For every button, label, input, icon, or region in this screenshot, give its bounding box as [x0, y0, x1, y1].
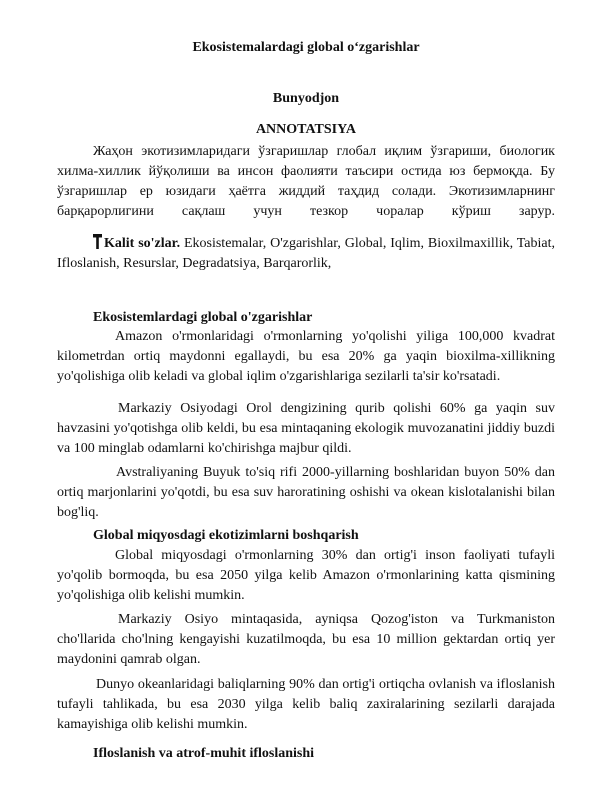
- paragraph: Dunyo okeanlaridagi baliqlarning 90% dan ortig'i ortiqcha ovlanish va ifloslanish tufayli tahlikada, bu esa 2030 yilga kelib baliq zaxiralarining sezilarli darajada kamayishiga olib kelishi mumkin.: [57, 677, 555, 732]
- document-title: Ekosistemalardagi global oʻzgarishlar: [192, 40, 420, 55]
- paragraph: Markaziy Osiyo mintaqasida, ayniqsa Qozog'iston va Turkmaniston cho'llarida cho'lning kengayishi kuzatilmoqda, bu esa 10 million gektardan ortiq yer maydonini qamrab olgan.: [57, 612, 555, 667]
- section-heading: Ifloslanish va atrof-muhit ifloslanishi: [93, 746, 315, 761]
- annotation-heading-text: ANNOTATSIYA: [255, 122, 357, 137]
- paragraph: Amazon o'rmonlaridagi o'rmonlarning yo'qolishi yiliga 100,000 kvadrat kilometrdan ortiq maydonni egallaydi, bu esa 20% ga yaqin bioxilma-xillikning yo'qolishiga olib keladi va global iqlim o'zgarishlariga sezilarli ta'sir ko'rsatadi.: [57, 329, 555, 384]
- paragraph: Markaziy Osiyodagi Orol dengizining qurib qolishi 60% ga yaqin suv havzasini yo'qotishga olib keldi, bu esa mintaqaning ekologik muvozanatini jiddiy buzdi va 100 minglab odamlarni ko'chirishga majbur qildi.: [57, 401, 555, 456]
- paragraph: Avstraliyaning Buyuk to'siq rifi 2000-yillarning boshlaridan buyon 50% dan ortiq marjonlarini yo'qotdi, bu esa suv haroratining oshishi va okean kislotalanishi bilan bog'liq.: [57, 465, 555, 520]
- annotation-heading: [0, 122, 612, 138]
- keywords-label: Kalit so'zlar.: [104, 236, 181, 251]
- annotation-text: Жаҳон экотизимларидаги ўзгаришлар глобал иқлим ўзгариши, биологик хилма-хиллик йўқолиши ва инсон фаолияти таъсири остида юз бермоқда. Бу ўзгаришлар ер юзидаги ҳаётга жиддий таҳдид солади. Экотизимларнинг барқарорлигини сақлаш учун тезкор чоралар кўриш зарур.: [57, 144, 555, 219]
- section-heading: Ekosistemlardagi global o'zgarishlar: [93, 310, 313, 325]
- keywords-text: Ekosistemalar, O'zgarishlar, Global, Iqlim, Bioxilmaxillik, Tabiat, Ifloslanish, Resurslar, Degradatsiya, Barqarorlik,: [57, 236, 556, 271]
- keywords-paragraph: [57, 234, 555, 274]
- key-icon: [93, 234, 102, 249]
- paragraph: Global miqyosdagi o'rmonlarning 30% dan ortig'i inson faoliyati tufayli yo'qolib bormoqda, bu esa 2050 yilga kelib Amazon o'rmonlarining katta qismining yo'qolishiga olib kelishi mumkin.: [57, 548, 555, 603]
- section-heading: Global miqyosdagi ekotizimlarni boshqarish: [93, 528, 359, 543]
- author-name: Bunyodjon: [272, 91, 340, 106]
